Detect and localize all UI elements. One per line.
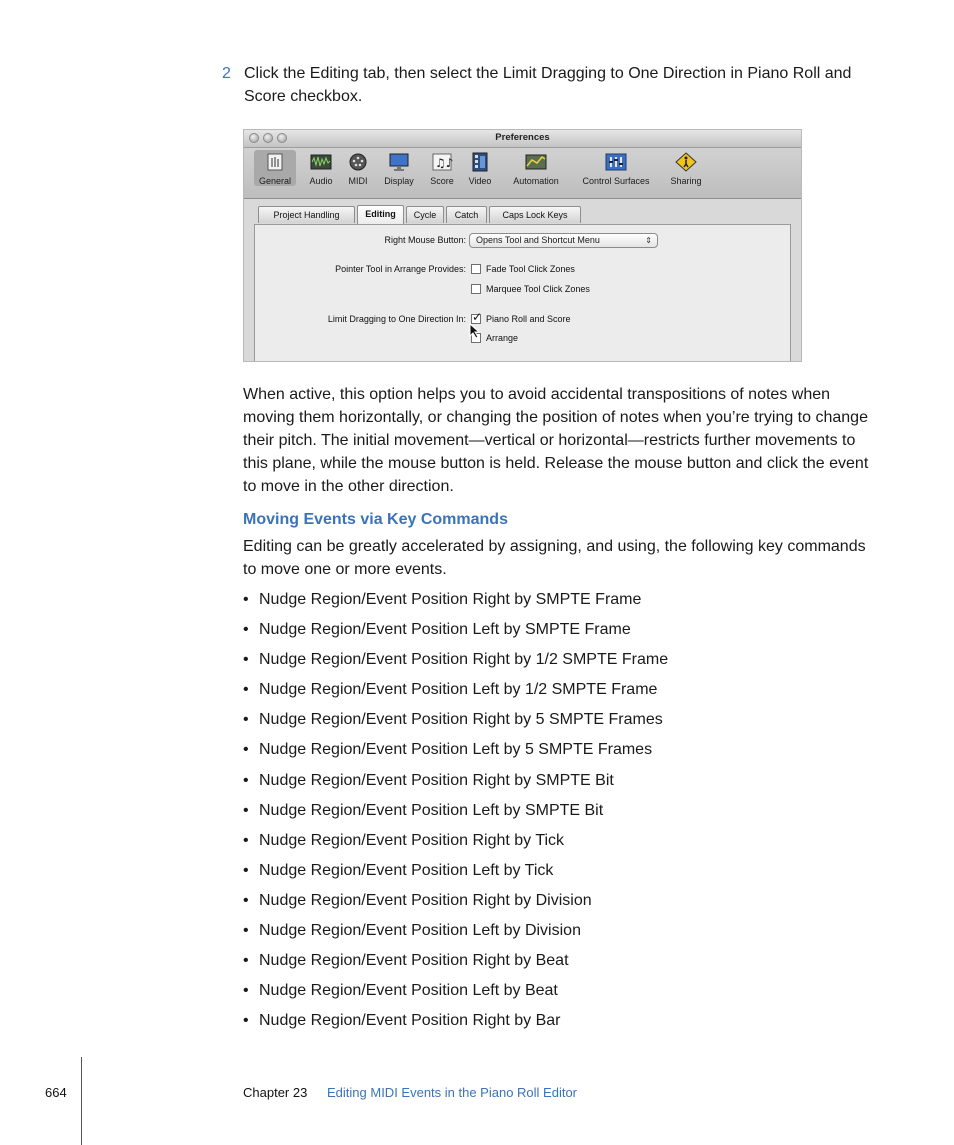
list-item-text: Nudge Region/Event Position Right by 5 SMPTE Frames	[259, 711, 663, 729]
list-item-text: Nudge Region/Event Position Right by Tick	[259, 831, 565, 849]
svg-text:♫♪: ♫♪	[435, 156, 453, 170]
list-item-text: Nudge Region/Event Position Left by Beat	[259, 982, 558, 1000]
toolbar-sharing-label: Sharing	[670, 176, 702, 186]
bullet-icon: •	[243, 621, 249, 639]
toolbar-control-surfaces-label: Control Surfaces	[582, 176, 650, 186]
tab-cycle[interactable]: Cycle	[406, 206, 444, 223]
footer-chapter-title: Editing MIDI Events in the Piano Roll Editor	[327, 1085, 578, 1100]
list-item-text: Nudge Region/Event Position Left by Division	[259, 922, 581, 940]
bullet-icon: •	[243, 952, 249, 970]
list-item-text: Nudge Region/Event Position Left by 1/2 SMPTE Frame	[259, 681, 658, 699]
toolbar-automation[interactable]	[503, 152, 569, 186]
toolbar-midi-label: MIDI	[348, 176, 368, 186]
section-heading: Moving Events via Key Commands	[243, 511, 508, 528]
toolbar-midi[interactable]	[343, 152, 373, 186]
toolbar-audio-label: Audio	[309, 176, 333, 186]
list-item	[243, 708, 863, 738]
bullet-icon: •	[243, 922, 249, 940]
audio-icon	[310, 152, 332, 172]
display-icon	[388, 152, 410, 172]
sharing-icon	[675, 152, 697, 172]
fade-checkbox[interactable]	[471, 264, 481, 274]
tab-catch[interactable]: Catch	[446, 206, 487, 223]
toolbar-video[interactable]	[463, 152, 497, 186]
bullet-icon: •	[243, 711, 249, 729]
preferences-screenshot	[243, 129, 802, 362]
toolbar-audio[interactable]	[304, 152, 338, 186]
bullet-icon: •	[243, 891, 249, 909]
list-item	[243, 859, 863, 889]
list-item	[243, 829, 863, 859]
bullet-icon: •	[243, 741, 249, 759]
toolbar-video-label: Video	[468, 176, 492, 186]
toolbar-display-label: Display	[384, 176, 414, 186]
mouse-pointer-icon	[469, 323, 481, 339]
toolbar-score[interactable]	[426, 152, 458, 186]
list-item	[243, 1009, 863, 1039]
bullet-icon: •	[243, 801, 249, 819]
midi-icon	[347, 152, 369, 172]
limit-dragging-label: Limit Dragging to One Direction In:	[327, 314, 466, 324]
list-item	[243, 919, 863, 949]
piano-roll-checkbox-label: Piano Roll and Score	[486, 314, 571, 324]
bullet-icon: •	[243, 982, 249, 1000]
list-item	[243, 799, 863, 829]
marquee-checkbox[interactable]	[471, 284, 481, 294]
list-item-text: Nudge Region/Event Position Right by SMPTE Frame	[259, 591, 642, 608]
toolbar-automation-label: Automation	[513, 176, 559, 186]
tab-editing[interactable]: Editing	[357, 205, 404, 224]
toolbar-display[interactable]	[378, 152, 420, 186]
toolbar-control-surfaces[interactable]	[573, 152, 659, 186]
video-icon	[469, 152, 491, 172]
editing-pane	[254, 224, 791, 362]
bullet-icon: •	[243, 1012, 249, 1030]
control-surfaces-icon	[605, 152, 627, 172]
list-item-text: Nudge Region/Event Position Right by Bar	[259, 1012, 561, 1030]
list-item	[243, 648, 863, 678]
window-title: Preferences	[495, 132, 550, 143]
body-paragraph-1: When active, this option helps you to avoid accidental transpositions of notes when moving them horizontally, or changing the position of notes when you’re trying to change their pitch. The initial movement—vertical or horizontal—restricts further movements to this plane, while the mouse button is held. Release the mouse button and click the event to move in the other direction.	[243, 386, 869, 495]
preferences-toolbar	[244, 148, 801, 199]
footer-chapter: Chapter 23	[243, 1085, 308, 1100]
pointer-tool-label: Pointer Tool in Arrange Provides:	[335, 264, 466, 274]
popup-arrows-icon: ⇕	[645, 236, 652, 245]
list-item-text: Nudge Region/Event Position Left by Tick	[259, 861, 554, 879]
bullet-icon: •	[243, 651, 249, 669]
list-item	[243, 678, 863, 708]
list-item-text: Nudge Region/Event Position Right by SMPTE Bit	[259, 771, 614, 789]
list-item-text: Nudge Region/Event Position Left by SMPTE Frame	[259, 621, 631, 639]
footer-divider	[81, 1057, 82, 1145]
bullet-icon: •	[243, 861, 249, 879]
bullet-icon: •	[243, 681, 249, 699]
key-command-list	[243, 588, 863, 1039]
automation-icon	[525, 152, 547, 172]
bullet-icon: •	[243, 591, 249, 608]
toolbar-general-label: General	[258, 176, 292, 186]
step-text: Click the Editing tab, then select the Limit Dragging to One Direction in Piano Roll and Score checkbox.	[244, 65, 852, 105]
toolbar-general[interactable]	[254, 150, 296, 186]
list-item-text: Nudge Region/Event Position Right by Beat	[259, 952, 569, 970]
right-mouse-value: Opens Tool and Shortcut Menu	[476, 235, 600, 245]
score-icon	[431, 152, 453, 172]
list-item-text: Nudge Region/Event Position Right by Division	[259, 891, 592, 909]
list-item-text: Nudge Region/Event Position Left by SMPTE Bit	[259, 801, 604, 819]
list-item	[243, 618, 863, 648]
arrange-checkbox-label: Arrange	[486, 333, 519, 343]
checkmark-icon: ✓	[472, 310, 483, 324]
list-item	[243, 769, 863, 799]
window-titlebar	[244, 130, 801, 148]
right-mouse-popup[interactable]	[469, 233, 658, 248]
tab-project-handling[interactable]: Project Handling	[258, 206, 355, 223]
bullet-icon: •	[243, 771, 249, 789]
right-mouse-label: Right Mouse Button:	[384, 235, 466, 245]
fade-checkbox-label: Fade Tool Click Zones	[486, 264, 575, 274]
bullet-icon: •	[243, 831, 249, 849]
marquee-checkbox-label: Marquee Tool Click Zones	[486, 284, 590, 294]
body-paragraph-2: Editing can be greatly accelerated by assigning, and using, the following key commands to move one or more events.	[243, 538, 866, 578]
list-item-text: Nudge Region/Event Position Right by 1/2 SMPTE Frame	[259, 651, 669, 669]
tab-caps-lock-keys[interactable]: Caps Lock Keys	[489, 206, 581, 223]
general-icon	[264, 152, 286, 172]
list-item	[243, 738, 863, 768]
list-item	[243, 588, 863, 618]
step-number: 2	[222, 65, 231, 82]
list-item	[243, 979, 863, 1009]
toolbar-sharing[interactable]	[664, 152, 708, 186]
toolbar-score-label: Score	[430, 176, 454, 186]
list-item	[243, 949, 863, 979]
page-number: 664	[45, 1085, 67, 1100]
list-item	[243, 889, 863, 919]
list-item-text: Nudge Region/Event Position Left by 5 SMPTE Frames	[259, 741, 653, 759]
